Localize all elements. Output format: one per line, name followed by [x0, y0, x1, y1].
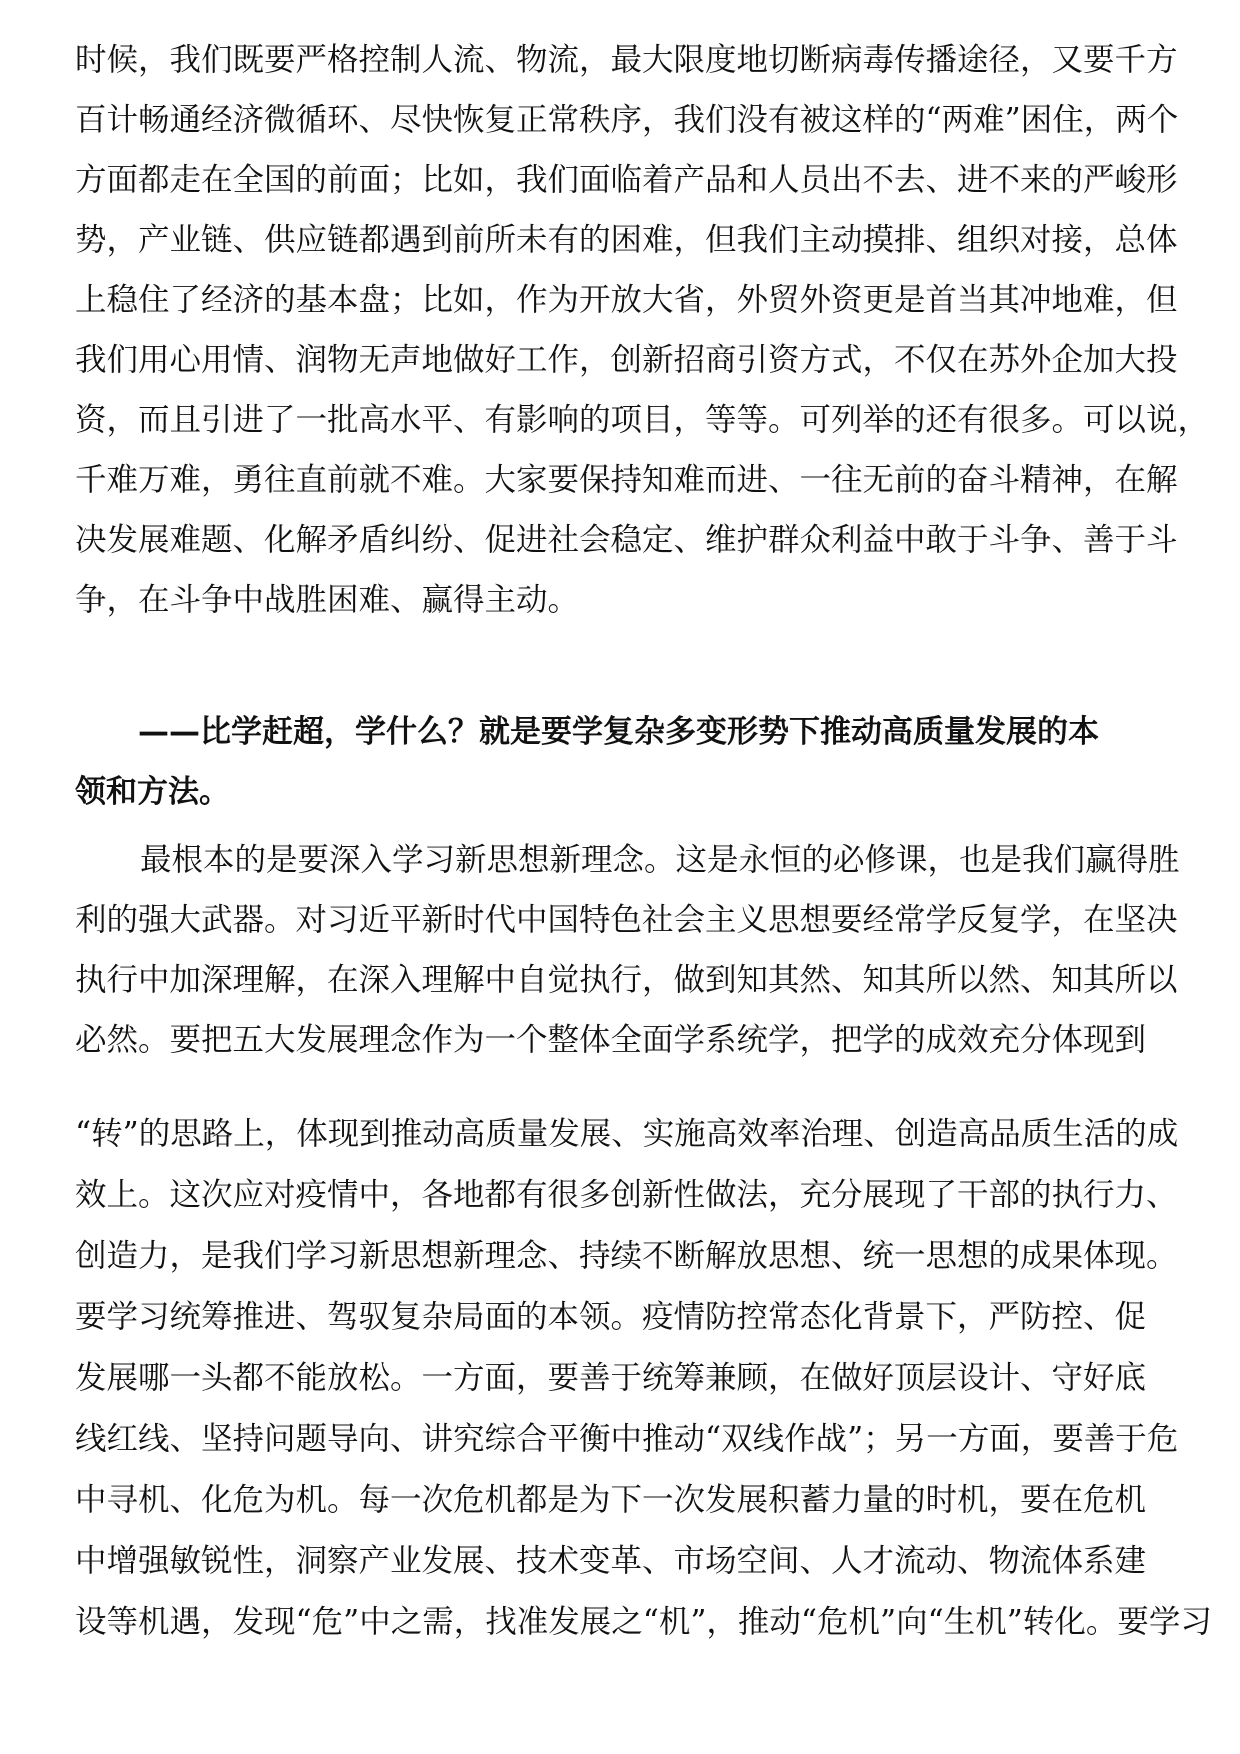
text-line: 最根本的是要深入学习新思想新理念。这是永恒的必修课，也是我们赢得胜 [140, 842, 1180, 878]
text-line: 设等机遇，发现“危”中之需，找准发展之“机”，推动“危机”向“生机”转化。要学习 [75, 1604, 1212, 1640]
text-line: 方面都走在全国的前面；比如，我们面临着产品和人员出不去、进不来的严峻形 [75, 162, 1178, 198]
text-line: 时候，我们既要严格控制人流、物流，最大限度地切断病毒传播途径，又要千方 [75, 42, 1178, 78]
text-line: 发展哪一头都不能放松。一方面，要善于统筹兼顾，在做好顶层设计、守好底 [75, 1360, 1147, 1396]
text-line: 必然。要把五大发展理念作为一个整体全面学系统学，把学的成效充分体现到 [75, 1022, 1147, 1058]
text-line: 中增强敏锐性，洞察产业发展、技术变革、市场空间、人才流动、物流体系建 [75, 1543, 1147, 1579]
text-line: 利的强大武器。对习近平新时代中国特色社会主义思想要经常学反复学，在坚决 [75, 902, 1178, 938]
text-line: 创造力，是我们学习新思想新理念、持续不断解放思想、统一思想的成果体现。 [75, 1238, 1178, 1274]
text-line: 决发展难题、化解矛盾纠纷、促进社会稳定、维护群众利益中敢于斗争、善于斗 [75, 522, 1178, 558]
text-line: 执行中加深理解，在深入理解中自觉执行，做到知其然、知其所以然、知其所以 [75, 962, 1178, 998]
text-line: 资，而且引进了一批高水平、有影响的项目，等等。可列举的还有很多。可以说， [75, 402, 1210, 438]
text-line: 效上。这次应对疫情中，各地都有很多创新性做法，充分展现了干部的执行力、 [75, 1177, 1178, 1213]
text-line: 百计畅通经济微循环、尽快恢复正常秩序，我们没有被这样的“两难”困住，两个 [75, 102, 1179, 138]
text-line: 千难万难，勇往直前就不难。大家要保持知难而进、一往无前的奋斗精神，在解 [75, 462, 1178, 498]
text-line: 我们用心用情、润物无声地做好工作，创新招商引资方式，不仅在苏外企加大投 [75, 342, 1178, 378]
text-line: 上稳住了经济的基本盘；比如，作为开放大省，外贸外资更是首当其冲地难，但 [75, 282, 1178, 318]
text-line: 中寻机、化危为机。每一次危机都是为下一次发展积蓄力量的时机，要在危机 [75, 1482, 1147, 1518]
section-heading-line: ——比学赶超，学什么？就是要学复杂多变形势下推动高质量发展的本 [138, 714, 1099, 750]
text-line: “转”的思路上，体现到推动高质量发展、实施高效率治理、创造高品质生活的成 [75, 1116, 1179, 1152]
text-line: 势，产业链、供应链都遇到前所未有的困难，但我们主动摸排、组织对接，总体 [75, 222, 1178, 258]
section-heading-line: 领和方法。 [75, 774, 230, 810]
text-line: 争，在斗争中战胜困难、赢得主动。 [75, 582, 580, 618]
text-line: 线红线、坚持问题导向、讲究综合平衡中推动“双线作战”；另一方面，要善于危 [75, 1421, 1179, 1457]
text-line: 要学习统筹推进、驾驭复杂局面的本领。疫情防控常态化背景下，严防控、促 [75, 1299, 1147, 1335]
